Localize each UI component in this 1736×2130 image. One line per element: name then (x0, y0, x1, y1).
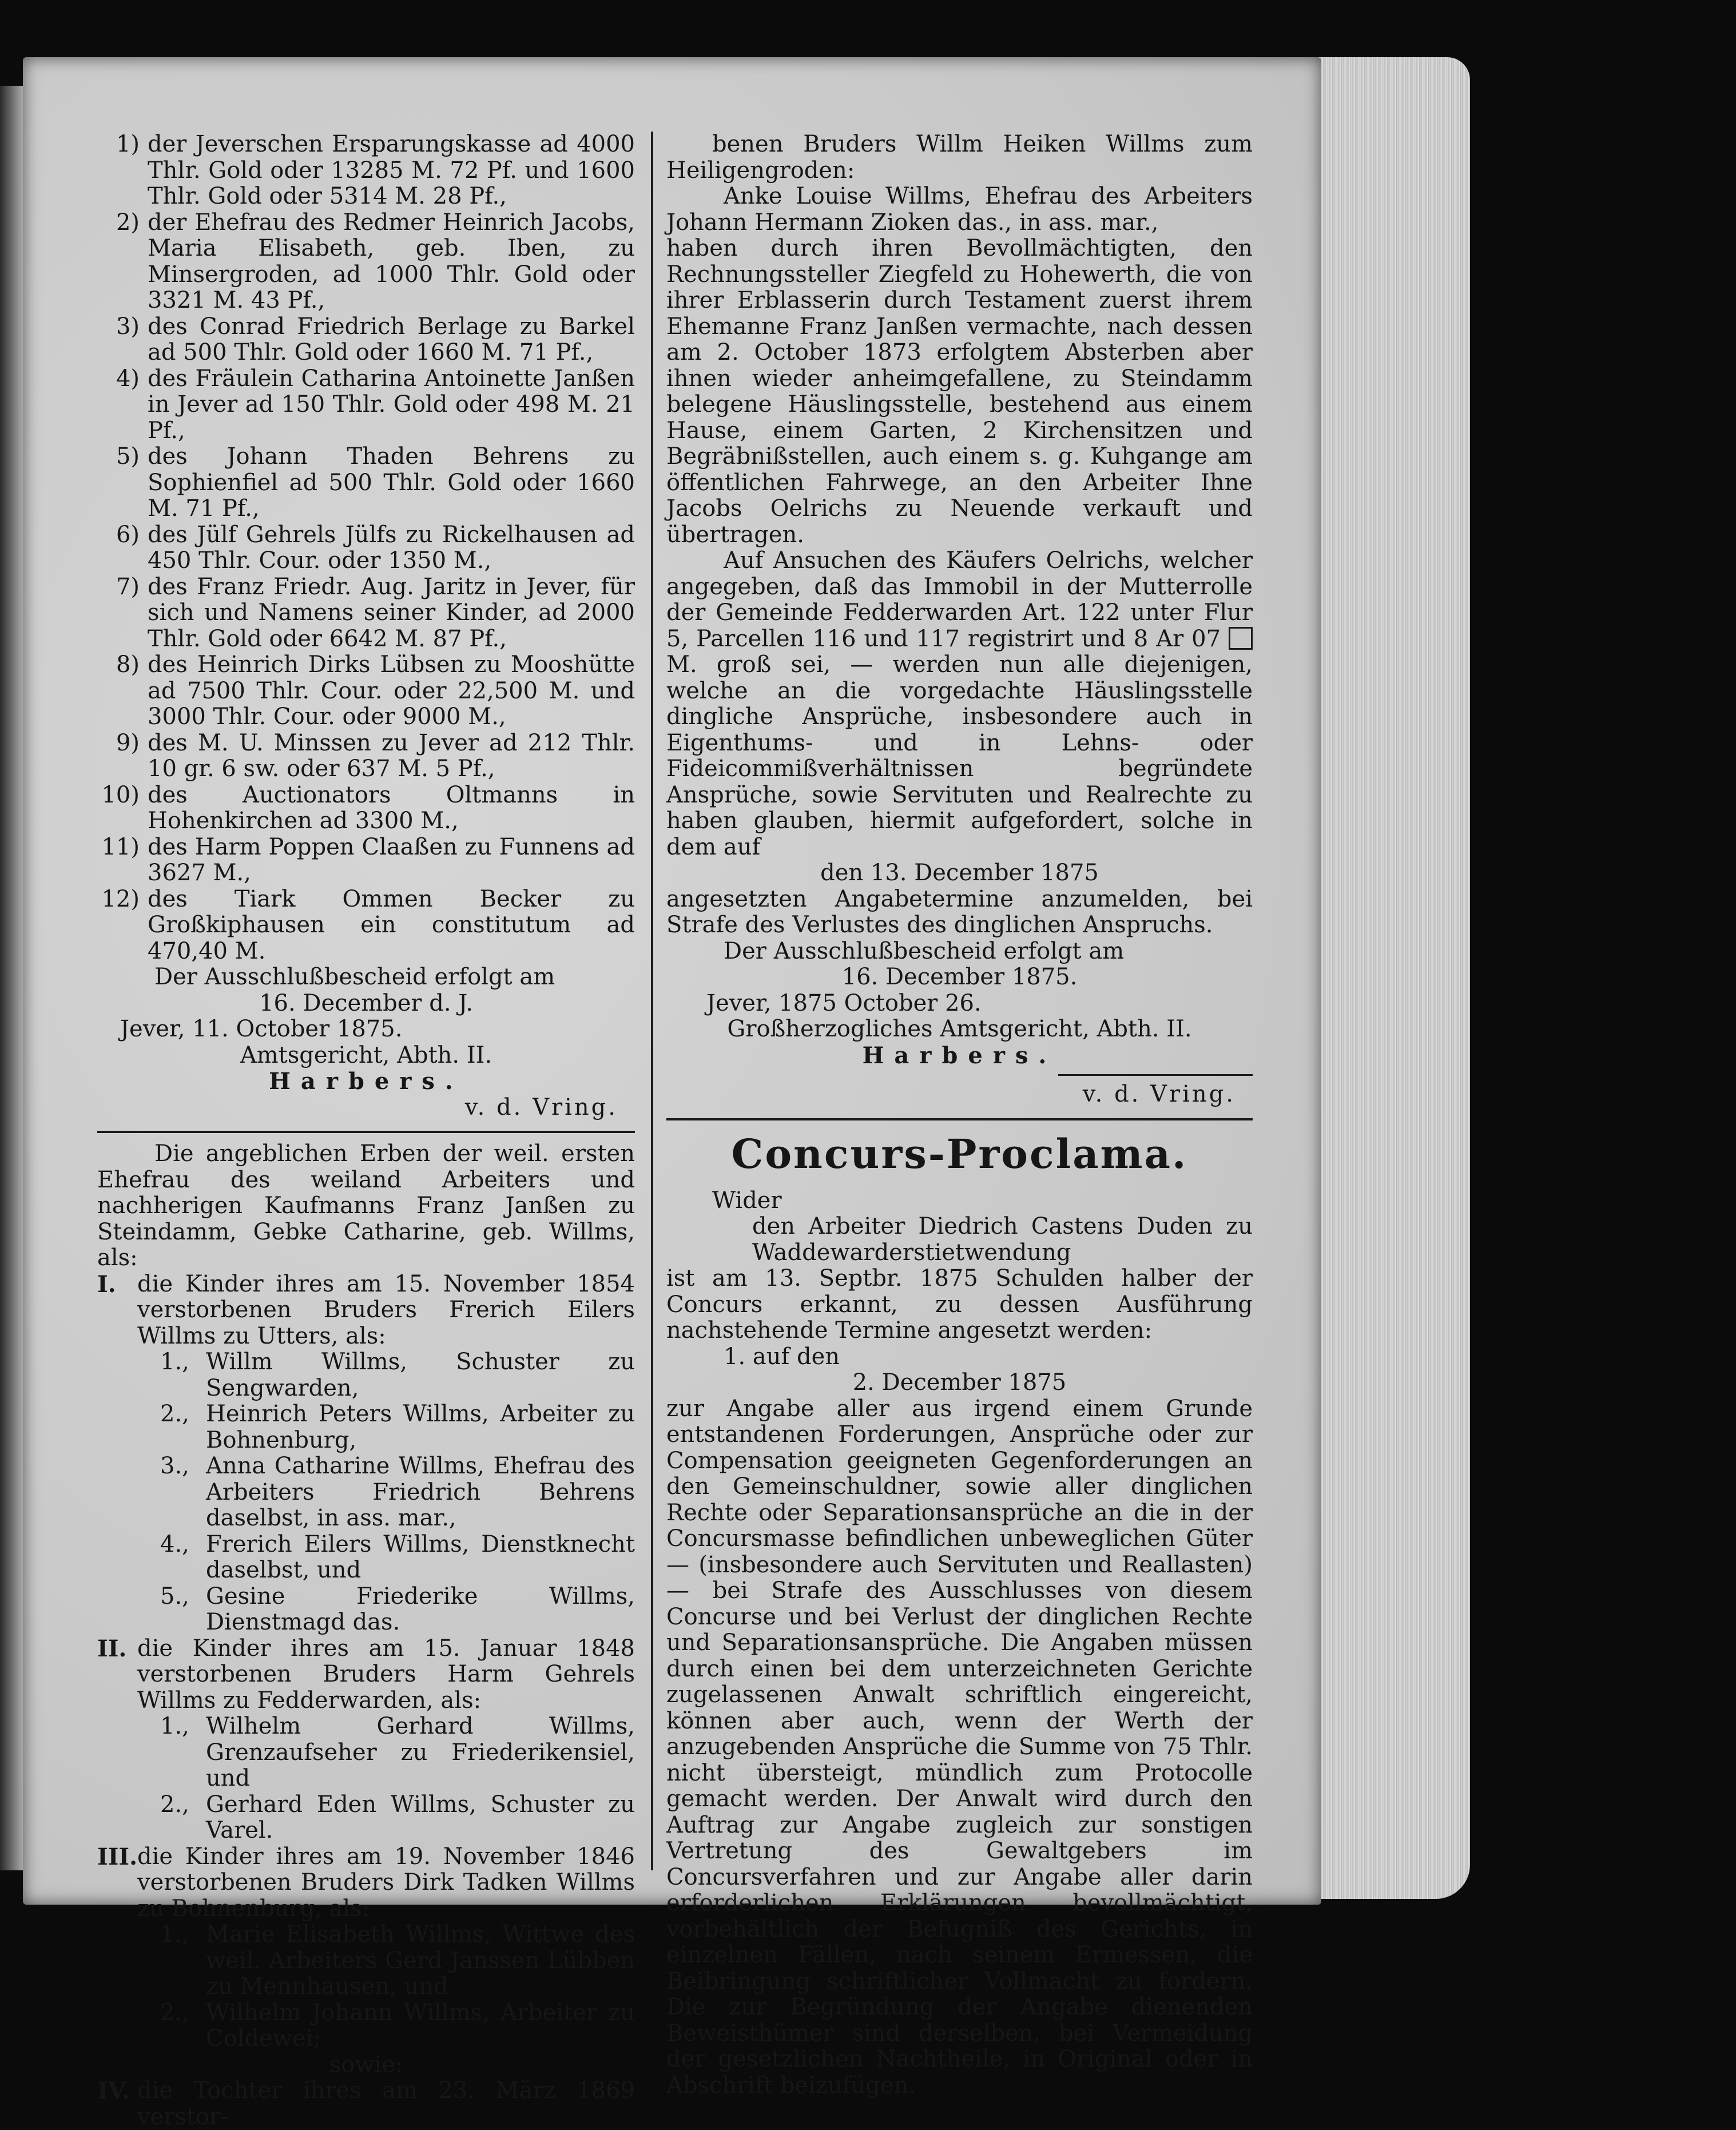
heir-anke: Anke Louise Willms, Ehefrau des Arbeiters Johann Hermann Zioken das., in ass. mar., (666, 183, 1253, 236)
heir-item (97, 1453, 635, 1532)
term-1-date: 2. December 1875 (852, 1369, 1067, 1396)
request-text-a: Auf Ansuchen des Käufers Oelrichs, welcher angegeben, daß das Immobil in der Mutterrolle der Gemeinde Fedderwarden Art. 122 unter Flur 5, Parcellen 116 und 117 registrirt und 8 Ar 07 (666, 547, 1253, 652)
wider-label: Wider (712, 1187, 782, 1214)
heir-item (97, 1401, 635, 1453)
creditor-item-text: des M. U. Minssen zu Jever ad 212 Thlr. 10 gr. 6 sw. oder 637 M. 5 Pf., (148, 729, 635, 782)
heir-item (97, 1792, 635, 1844)
creditor-item-number: 4) (116, 365, 140, 392)
term-date-1: den 13. December 1875 (820, 860, 1099, 886)
group-numeral: I. (97, 1270, 116, 1298)
court-name-right: Großherzogliches Amtsgericht, Abth. II. (727, 1016, 1192, 1042)
clerk-signature-right: v. d. Vring. (1082, 1081, 1236, 1107)
section-rule-right (666, 1118, 1253, 1120)
judge-signature: Harbers. (269, 1068, 463, 1095)
right-column (666, 132, 1253, 2099)
heir-group-3-items (97, 1922, 635, 2052)
heir-item-number: 1., (160, 1921, 189, 1948)
heir-group-3 (97, 1844, 635, 1922)
heir-group-4 (97, 2078, 635, 2130)
heir-item-text: Gerhard Eden Willms, Schuster zu Varel. (206, 1791, 635, 1843)
creditor-item (97, 834, 635, 887)
request-paragraph (666, 548, 1253, 860)
heir-item-text: Marie Elisabeth Willms, Wittwe des weil. Arbeiters Gerd Janssen Lübben zu Mennhausen, und (206, 1921, 635, 2000)
heir-item-text: Wilhelm Gerhard Willms, Grenzaufseher zu Friederikensiel, und (206, 1713, 635, 1791)
term-1-label: 1. auf den (724, 1343, 840, 1370)
heir-group-1-items (97, 1349, 635, 1636)
clerk-signature: v. d. Vring. (464, 1094, 618, 1120)
blank-box (1229, 627, 1253, 650)
place-date: Jever, 11. October 1875. (120, 1016, 403, 1042)
creditor-item (97, 887, 635, 965)
heir-item-text: Frerich Eilers Willms, Dienstknecht daselbst, und (206, 1531, 635, 1583)
heir-item-number: 3., (160, 1453, 189, 1479)
section-heading: Concurs-Proclama. (731, 1130, 1188, 1178)
place-date-right: Jever, 1875 October 26. (706, 990, 982, 1016)
group-numeral: II. (97, 1635, 127, 1662)
heir-item (97, 1349, 635, 1401)
creditor-item-number: 12) (101, 885, 140, 912)
creditor-item-number: 1) (116, 131, 140, 157)
heir-item-number: 1., (160, 1713, 189, 1739)
judge-signature-right: Harbers. (862, 1042, 1057, 1069)
heir-group-1 (97, 1271, 635, 1350)
creditor-item-text: des Johann Thaden Behrens zu Sophienfiel ad 500 Thlr. Gold oder 1660 M. 71 Pf., (148, 443, 635, 522)
creditor-item (97, 210, 635, 314)
creditor-item-text: des Fräulein Catharina Antoinette Janßen in Jever ad 150 Thlr. Gold oder 498 M. 21 Pf., (148, 365, 635, 444)
creditor-item-number: 5) (116, 443, 140, 470)
heir-item-number: 2., (160, 1791, 189, 1818)
creditor-item-text: des Franz Friedr. Aug. Jaritz in Jever, für sich und Namens seiner Kinder, ad 2000 Thlr. Gold oder 6642 M. 87 Pf., (148, 573, 635, 652)
group-text: die Kinder ihres am 19. November 1846 verstorbenen Bruders Dirk Tadken Willms zu Bohnenburg, als: (137, 1843, 635, 1922)
creditor-item-number: 7) (116, 573, 140, 600)
heir-item-text: Anna Catharine Willms, Ehefrau des Arbeiters Friedrich Behrens daselbst, in ass. mar., (206, 1453, 635, 1531)
group-numeral: IV. (97, 2077, 130, 2104)
heir-group-2-items (97, 1714, 635, 1844)
column-divider (651, 132, 653, 1870)
claims-paragraph: zur Angabe aller aus irgend einem Grunde entstandenen Forderungen, Ansprüche oder zur Compensation geeigneten Gegenforderungen an den Gemeinschuldner, sowie aller dinglichen Rechte oder Separationsansprüche an die in der Concursmasse befindlichen unbeweglichen Güter — (insbesondere auch Servituten und Reallasten) — bei Strafe des Ausschlusses von diesem Concurse und bei Verlust der dinglichen Rechte und Separationsansprüche. Die Angaben müssen durch einen bei dem unterzeichneten Gerichte zugelassenen Anwalt schriftlich eingereicht, können aber auch, wenn der Werth der anzugebenden Ansprüche die Summe von 75 Thlr. nicht übersteigt, mündlich zum Protocolle gemacht werden. Der Anwalt wird durch den Auftrag zur Angabe zugleich zur sonstigen Vertretung des Gewaltgebers im Concursverfahren und zur Angabe aller darin erforderlichen Erklärungen bevollmächtigt, vorbehältlich der Befugniß des Gerichts, in einzelnen Fällen, nach seinem Ermessen, die Beibringung schriftlicher Vollmacht zu fordern. Die zur Begründung der Angabe dienenden Beweisthümer sind derselben, bei Vermeidung der gesetzlichen Nachtheile, in Original oder in Abschrift beizufügen. (666, 1395, 1253, 2099)
creditor-item (97, 730, 635, 782)
heir-item (97, 1922, 635, 2000)
court-name: Amtsgericht, Abth. II. (240, 1042, 492, 1068)
group-numeral: III. (97, 1843, 138, 1870)
decree-date-right: 16. December 1875. (841, 964, 1078, 990)
decree-line: Der Ausschlußbescheid erfolgt am (154, 964, 555, 990)
heir-item-text: Gesine Friederike Willms, Dienstmagd das. (206, 1583, 635, 1635)
heir-item-text: Heinrich Peters Willms, Arbeiter zu Bohnenburg, (206, 1401, 635, 1453)
concurs-paragraph: ist am 13. Septbr. 1875 Schulden halber der Concurs erkannt, zu dessen Ausführung nachstehende Termine angesetzt werden: (666, 1265, 1253, 1344)
creditor-item-text: der Jeverschen Ersparungskasse ad 4000 Thlr. Gold oder 13285 M. 72 Pf. und 1600 Thlr. Gold oder 5314 M. 28 Pf., (148, 131, 635, 209)
creditor-item (97, 652, 635, 730)
creditor-item-number: 8) (116, 651, 140, 678)
creditor-item-text: der Ehefrau des Redmer Heinrich Jacobs, Maria Elisabeth, geb. Iben, zu Minsergroden, ad 1000 Thlr. Gold oder 3321 M. 43 Pf., (148, 209, 635, 313)
creditor-item-text: des Jülf Gehrels Jülfs zu Rickelhausen ad 450 Thlr. Cour. oder 1350 M., (148, 521, 635, 574)
signature-rule (1058, 1074, 1253, 1076)
heir-item (97, 1532, 635, 1584)
creditor-item (97, 366, 635, 444)
creditor-item (97, 522, 635, 574)
heir-item-number: 4., (160, 1531, 189, 1557)
creditor-item-text: des Heinrich Dirks Lübsen zu Mooshütte ad 7500 Thlr. Cour. oder 22,500 M. und 3000 Thlr. Cour. oder 9000 M., (148, 651, 635, 730)
creditor-item-number: 2) (116, 209, 140, 236)
heir-item-number: 5., (160, 1583, 189, 1610)
sale-paragraph: haben durch ihren Bevollmächtigten, den Rechnungssteller Ziegfeld zu Hohewerth, die von ihrer Erblasserin durch Testament zuerst ihrem Ehemanne Franz Janßen vermachte, nach dessen am 2. October 1873 erfolgtem Absterben aber ihnen wieder anheimgefallene, zu Steindamm belegene Häuslingsstelle, bestehend aus einem Hause, einem Garten, 2 Kirchensitzen und Begräbnißstellen, auch einem s. g. Kuhgange am öffentlichen Fahrwege, an den Arbeiter Ihne Jacobs Oelrichs zu Neuende verkauft und übertragen. (666, 235, 1253, 548)
creditor-item-text: des Auctionators Oltmanns in Hohenkirchen ad 3300 M., (148, 781, 635, 834)
creditor-item (97, 132, 635, 210)
creditor-item (97, 444, 635, 522)
creditor-item-number: 11) (101, 833, 140, 860)
left-column (97, 132, 635, 2130)
creditor-item-number: 3) (116, 313, 140, 340)
filing-paragraph: angesetzten Angabetermine anzumelden, bei Strafe des Verlustes des dinglichen Anspruchs. (666, 885, 1253, 938)
heir-item-text: Wilhelm Johann Willms, Arbeiter zu Coldewei; (206, 1999, 635, 2052)
creditor-item (97, 574, 635, 653)
heir-item-number: 1., (160, 1349, 189, 1375)
creditor-item (97, 314, 635, 366)
creditor-item (97, 782, 635, 834)
heir-item (97, 1584, 635, 1636)
heir-item (97, 1714, 635, 1792)
heir-item (97, 2000, 635, 2052)
continued-text: benen Bruders Willm Heiken Willms zum Heiligengroden: (666, 131, 1253, 184)
creditor-item-text: des Conrad Friedrich Berlage zu Barkel ad 500 Thlr. Gold oder 1660 M. 71 Pf., (148, 313, 635, 365)
group-text: die Kinder ihres am 15. November 1854 verstorbenen Bruders Frerich Eilers Willms zu Utters, als: (137, 1270, 635, 1349)
creditor-item-number: 10) (101, 781, 140, 808)
newspaper-page (23, 57, 1321, 2130)
group-text: die Kinder ihres am 15. Januar 1848 verstorbenen Bruders Harm Gehrels Willms zu Fedderwarden, als: (137, 1635, 635, 1714)
group-text: die Tochter ihres am 23. März 1869 verstor- (137, 2077, 635, 2130)
heirs-intro: Die angeblichen Erben der weil. ersten Ehefrau des weiland Arbeiters und nachherigen Kaufmanns Franz Janßen zu Steindamm, Gebke Catharine, geb. Willms, als: (97, 1140, 635, 1271)
creditor-list (97, 132, 635, 964)
decree-date: 16. December d. J. (259, 990, 473, 1016)
decree-line-right: Der Ausschlußbescheid erfolgt am (724, 937, 1125, 964)
heir-item-number: 2., (160, 1401, 189, 1427)
creditor-item-number: 6) (116, 521, 140, 548)
debtor-name: den Arbeiter Diedrich Castens Duden zu Waddewarderstietwendung (752, 1213, 1253, 1266)
creditor-item-text: des Tiark Ommen Becker zu Großkiphausen ein constitutum ad 470,40 M. (148, 885, 635, 964)
request-text-b: M. groß sei, — werden nun alle diejenigen, welche an die vorgedachte Häuslingsstelle dingliche Ansprüche, insbesondere auch in Eigenthums- und in Lehns- oder Fideicommißverhältnissen begründete Ansprüche, sowie Servituten und Realrechte zu haben glauben, hiermit aufgefordert, solche in dem auf (666, 651, 1253, 860)
sowie-label: sowie: (329, 2051, 403, 2078)
heir-item-number: 2., (160, 1999, 189, 2026)
section-rule (97, 1131, 635, 1133)
heir-item-text: Willm Willms, Schuster zu Sengwarden, (206, 1349, 635, 1401)
heir-group-2 (97, 1636, 635, 1714)
book-page-edges (1310, 57, 1470, 1899)
creditor-item-number: 9) (116, 729, 140, 756)
creditor-item-text: des Harm Poppen Claaßen zu Funnens ad 3627 M., (148, 833, 635, 886)
